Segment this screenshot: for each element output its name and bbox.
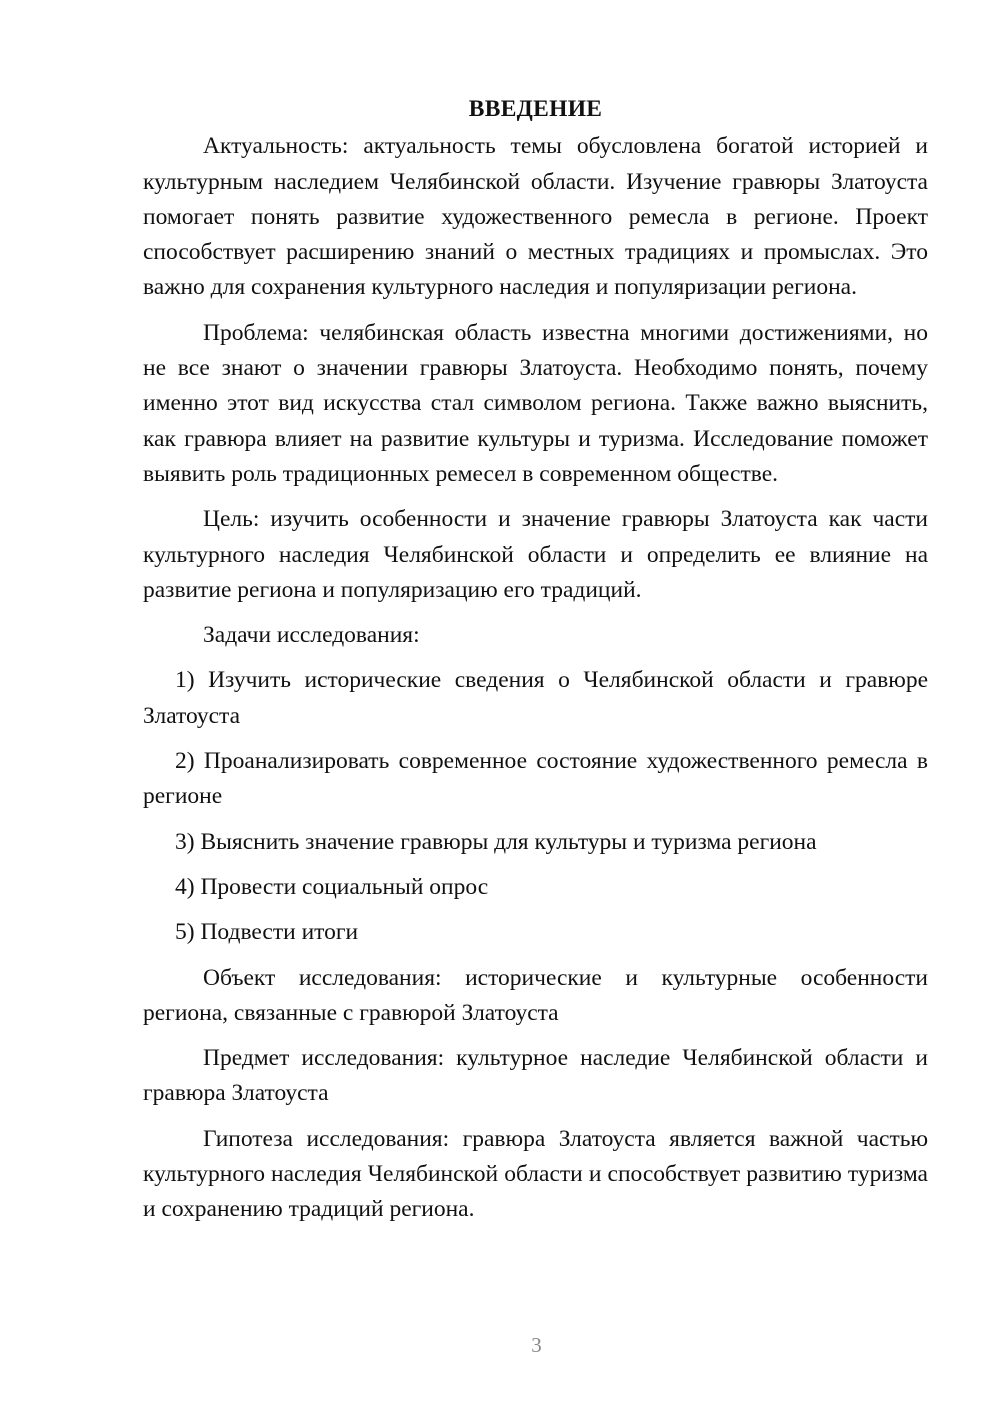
hypothesis-paragraph: Гипотеза исследования: гравюра Златоуста является важной частью культурного наследия Челябинской области и способствует развитию туризма и сохранению традиций региона. <box>143 1125 928 1223</box>
document-body <box>143 92 928 1228</box>
problem-paragraph: Проблема: челябинская область известна многими достижениями, но не все знают о значении гравюры Златоуста. Необходимо понять, почему именно этот вид искусства стал символом региона. Также важно выяснить, как гравюра влияет на развитие культуры и туризма. Исследование поможет выявить роль традиционных ремесел в современном обществе. <box>143 319 928 487</box>
relevance-paragraph: Актуальность: актуальность темы обусловлена богатой историей и культурным наследием Челябинской области. Изучение гравюры Златоуста помогает понять развитие художественного ремесла в регионе. Проект способствует расширению знаний о местных традициях и промыслах. Это важно для сохранения культурного наследия и популяризации региона. <box>143 133 928 301</box>
page-title: ВВЕДЕНИЕ <box>468 96 603 122</box>
task-item-1: 1) Изучить исторические сведения о Челябинской области и гравюре Златоуста <box>143 667 928 729</box>
task-item-5: 5) Подвести итоги <box>175 919 359 946</box>
task-item-4: 4) Провести социальный опрос <box>175 873 489 900</box>
task-item-3: 3) Выяснить значение гравюры для культуры и туризма региона <box>175 828 817 855</box>
page-number: 3 <box>531 1333 542 1357</box>
goal-paragraph: Цель: изучить особенности и значение гравюры Златоуста как части культурного наследия Челябинской области и определить ее влияние на развитие региона и популяризацию его традиций. <box>143 506 928 603</box>
subject-paragraph: Предмет исследования: культурное наследие Челябинской области и гравюра Златоуста <box>143 1045 928 1107</box>
tasks-heading: Задачи исследования: <box>203 622 420 649</box>
task-item-2: 2) Проанализировать современное состояние художественного ремесла в регионе <box>143 748 928 810</box>
object-paragraph: Объект исследования: исторические и культурные особенности региона, связанные с гравюрой Златоуста <box>143 964 928 1026</box>
